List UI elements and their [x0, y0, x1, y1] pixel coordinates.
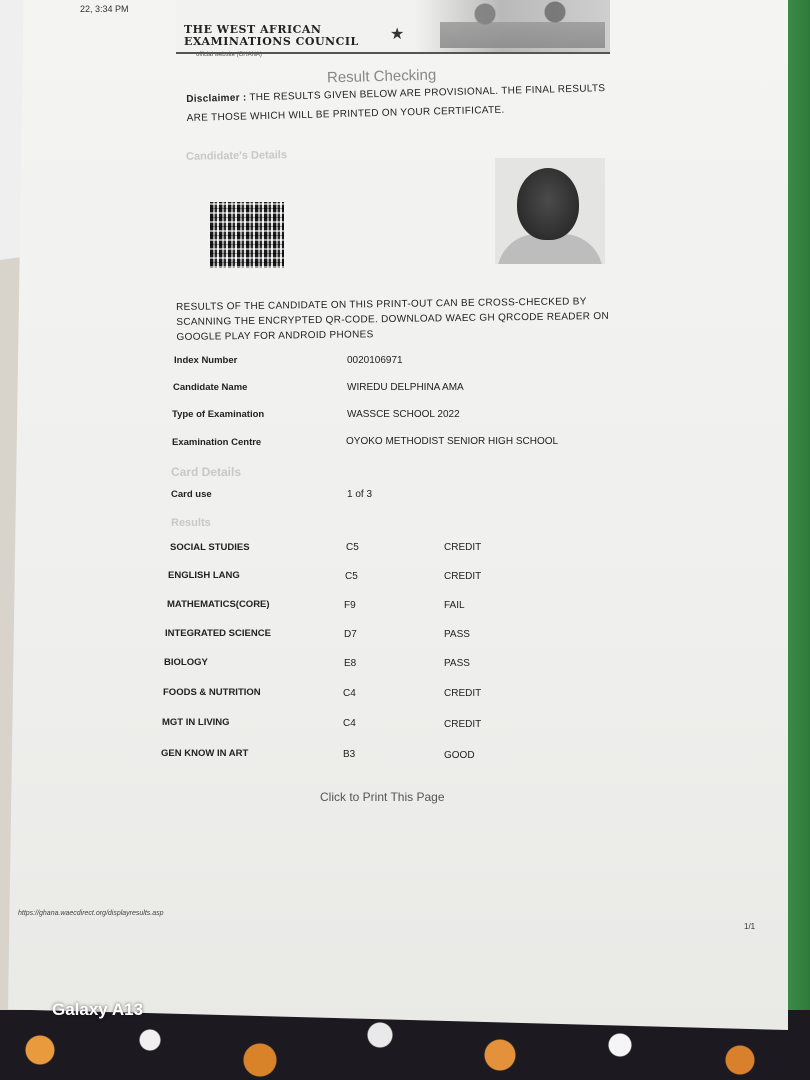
- result-grade: E8: [344, 658, 357, 669]
- result-remark: CREDIT: [444, 542, 482, 553]
- print-timestamp: 22, 3:34 PM: [80, 4, 129, 14]
- result-grade: B3: [343, 749, 356, 760]
- section-card-details: Card Details: [171, 465, 242, 479]
- org-line2: EXAMINATIONS COUNCIL: [184, 35, 359, 48]
- result-subject: BIOLOGY: [164, 657, 208, 668]
- qr-crosscheck-notice: RESULTS OF THE CANDIDATE ON THIS PRINT-OUT CAN BE CROSS-CHECKED BY SCANNING THE ENCRYPTED QR-CODE. DOWNLOAD WAEC GH QRCODE READER ON GOOGLE PLAY FOR ANDROID PHONES: [176, 296, 610, 343]
- section-results: Results: [171, 517, 211, 529]
- print-url: https://ghana.waecdirect.org/displayresults.asp: [18, 910, 164, 917]
- photo-head: [517, 168, 579, 240]
- printed-page: [8, 0, 788, 1030]
- disclaimer-text: THE RESULTS GIVEN BELOW ARE PROVISIONAL. THE FINAL RESULTS ARE THOSE WHICH WILL BE PRINTED ON YOUR CERTIFICATE.: [186, 83, 606, 124]
- candidate-photo: [495, 158, 605, 264]
- result-remark: FAIL: [444, 600, 465, 611]
- candidate-name-label: Candidate Name: [173, 382, 248, 393]
- print-page-link[interactable]: Click to Print This Page: [320, 790, 445, 804]
- result-subject: GEN KNOW IN ART: [161, 748, 249, 759]
- result-remark: CREDIT: [444, 571, 482, 582]
- card-use-value: 1 of 3: [347, 489, 373, 500]
- result-grade: F9: [344, 600, 356, 611]
- result-subject: INTEGRATED SCIENCE: [165, 628, 271, 639]
- org-name: [184, 24, 359, 48]
- result-remark: PASS: [444, 658, 470, 669]
- exam-type-label: Type of Examination: [172, 409, 265, 420]
- result-grade: C5: [346, 542, 359, 553]
- section-candidate-details: Candidate's Details: [185, 149, 288, 163]
- result-grade: D7: [344, 629, 357, 640]
- org-line1: THE WEST AFRICAN: [184, 23, 322, 36]
- exam-type-value: WASSCE SCHOOL 2022: [347, 409, 460, 420]
- result-remark: PASS: [444, 629, 470, 640]
- exam-centre-value: OYOKO METHODIST SENIOR HIGH SCHOOL: [346, 436, 559, 447]
- result-remark: CREDIT: [444, 719, 482, 730]
- index-number-value: 0020106971: [347, 355, 403, 366]
- qr-code: [210, 202, 284, 268]
- star-icon: ★: [390, 26, 405, 43]
- disclaimer-label: Disclaimer :: [186, 92, 247, 105]
- result-remark: GOOD: [444, 750, 475, 761]
- header-photo: [440, 0, 605, 48]
- card-use-label: Card use: [171, 489, 212, 500]
- camera-watermark: Galaxy A13: [52, 1000, 144, 1019]
- result-subject: MATHEMATICS(CORE): [167, 599, 270, 610]
- result-subject: MGT IN LIVING: [162, 717, 230, 728]
- result-subject: FOODS & NUTRITION: [163, 687, 261, 698]
- result-remark: CREDIT: [444, 688, 482, 699]
- org-subtitle: official website (GHANA): [196, 52, 262, 58]
- result-grade: C5: [345, 571, 358, 582]
- exam-centre-label: Examination Centre: [172, 437, 262, 448]
- page-title: Result Checking: [326, 66, 437, 87]
- result-grade: C4: [343, 718, 356, 729]
- index-number-label: Index Number: [174, 355, 238, 366]
- candidate-name-value: WIREDU DELPHINA AMA: [347, 382, 464, 393]
- page-number: 1/1: [744, 922, 756, 931]
- result-grade: C4: [343, 688, 356, 699]
- result-subject: SOCIAL STUDIES: [170, 542, 250, 553]
- result-subject: ENGLISH LANG: [168, 570, 240, 581]
